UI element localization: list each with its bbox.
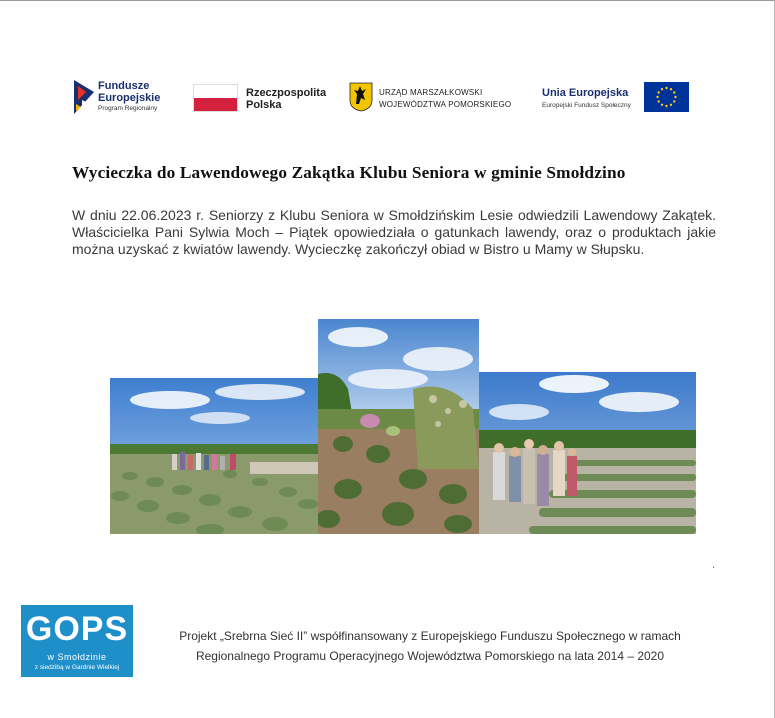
urzad-marszalkowski-logo	[349, 82, 524, 114]
gops-line1: w Smołdzinie	[47, 652, 107, 662]
fundusze-europejskie-logo	[72, 77, 182, 117]
polish-flag-icon	[193, 84, 238, 112]
rzeczpospolita-polska-logo	[193, 82, 333, 114]
fe-line1: Fundusze	[98, 80, 150, 92]
rp-line2: Polska	[246, 99, 282, 111]
fe-sub: Program Regionalny	[98, 105, 158, 112]
project-footer	[145, 626, 715, 666]
um-line2: WOJEWÓDZTWA POMORSKIEGO	[379, 100, 512, 109]
rp-line1: Rzeczpospolita	[246, 87, 327, 99]
lavender-field-group-photo	[110, 378, 318, 534]
garden-path-photo	[318, 319, 479, 534]
gops-main-text: GOPS	[25, 610, 129, 648]
unia-europejska-logo	[542, 82, 692, 116]
ue-sub: Europejski Fundusz Społeczny	[542, 102, 631, 109]
article-title: Wycieczka do Lawendowego Zakątka Klubu Seniora w gminie Smołdzino	[72, 163, 626, 182]
footer-line1: Projekt „Srebrna Sieć II” współfinansowany z Europejskiego Funduszu Społecznego w ramach	[179, 629, 681, 643]
gops-line2: z siedzibą w Gardnie Wielkiej	[34, 664, 120, 671]
seniors-lavender-rows-photo	[479, 372, 696, 534]
gops-logo	[21, 605, 133, 677]
article-body: W dniu 22.06.2023 r. Seniorzy z Klubu Seniora w Smołdzińskim Lesie odwiedzili Lawendowy Zakątek. Właścicielka Pani Sylwia Moch – Piątek opowiedziała o gatunkach lawendy, oraz o produktach jakie można uzyskać z kwiatów lawendy. Wycieczkę zakończył obiad w Bistro u Mamy w Słupsku.	[72, 207, 716, 257]
um-line1: URZĄD MARSZAŁKOWSKI	[379, 88, 483, 97]
trailing-dot: .	[712, 559, 716, 571]
fe-star-icon	[72, 78, 96, 116]
eu-flag-icon	[644, 82, 689, 112]
griffin-crest-icon	[349, 82, 373, 112]
top-border	[0, 0, 775, 1]
fe-line2: Europejskie	[98, 92, 161, 104]
footer-line2: Regionalnego Programu Operacyjnego Województwa Pomorskiego na lata 2014 – 2020	[195, 649, 665, 663]
ue-title: Unia Europejska	[542, 87, 629, 99]
